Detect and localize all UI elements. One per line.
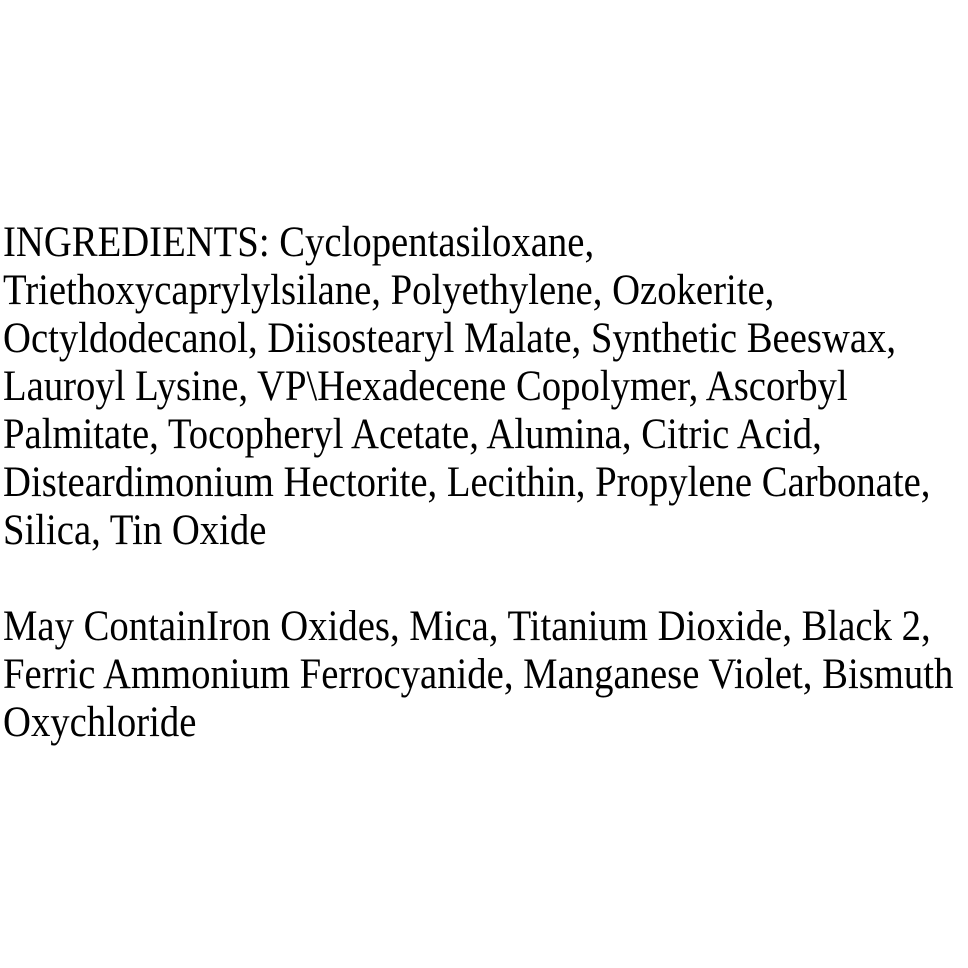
ingredients-line: Disteardimonium Hectorite, Lecithin, Propylene Carbonate, xyxy=(3,459,931,506)
ingredients-line: Lauroyl Lysine, VP\Hexadecene Copolymer, Ascorbyl xyxy=(3,363,848,410)
may-contain-line: Oxychloride xyxy=(3,699,197,746)
ingredients-paragraph xyxy=(3,219,953,555)
may-contain-line: Ferric Ammonium Ferrocyanide, Manganese Violet, Bismuth xyxy=(3,651,954,698)
may-contain-paragraph xyxy=(3,603,953,747)
ingredients-line: INGREDIENTS: Cyclopentasiloxane, xyxy=(3,219,595,266)
ingredients-line: Triethoxycaprylylsilane, Polyethylene, Ozokerite, xyxy=(3,267,775,314)
ingredients-label xyxy=(3,219,953,747)
may-contain-line: May ContainIron Oxides, Mica, Titanium Dioxide, Black 2, xyxy=(3,603,931,650)
ingredients-line: Octyldodecanol, Diisostearyl Malate, Synthetic Beeswax, xyxy=(3,315,897,362)
ingredients-line: Palmitate, Tocopheryl Acetate, Alumina, Citric Acid, xyxy=(3,411,822,458)
ingredients-line: Silica, Tin Oxide xyxy=(3,507,267,554)
